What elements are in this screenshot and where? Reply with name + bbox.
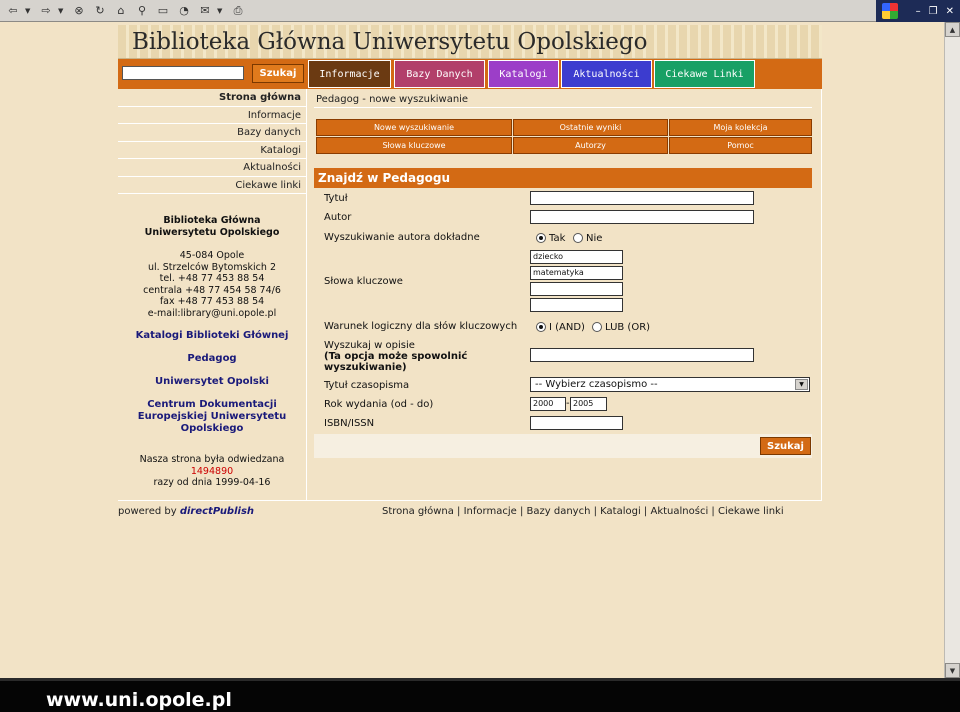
address-line2: ul. Strzelców Bytomskich 2	[148, 261, 276, 273]
autorzy-button[interactable]: Autorzy	[513, 137, 668, 154]
journal-selected: -- Wybierz czasopismo --	[535, 379, 658, 390]
address-line1: 45-084 Opole	[179, 250, 245, 261]
ostatnie-wyniki-button[interactable]: Ostatnie wyniki	[513, 119, 668, 136]
keywords-label: Słowa kluczowe	[324, 276, 403, 287]
keyword-field-2[interactable]: matematyka	[530, 266, 623, 280]
back-dropdown-icon[interactable]: ▼	[25, 6, 31, 15]
footer-links	[382, 506, 784, 517]
slowa-kluczowe-button[interactable]: Słowa kluczowe	[316, 137, 512, 154]
author-label: Autor	[324, 212, 352, 223]
journal-label: Tytuł czasopisma	[324, 380, 410, 391]
description-input[interactable]	[530, 348, 754, 362]
exact-author-label: Wyszukiwanie autora dokładne	[324, 232, 480, 243]
back-icon[interactable]: ⇦	[8, 4, 18, 17]
content-border	[821, 89, 822, 500]
site-title: Biblioteka Główna Uniwersytetu Opolskiego	[132, 29, 648, 55]
mail-icon[interactable]: ✉	[200, 4, 210, 17]
stop-icon[interactable]: ⊗	[74, 4, 84, 17]
exact-yes-label: Tak	[549, 233, 566, 244]
description-note: (Ta opcja może spowolnić wyszukiwanie)	[324, 351, 468, 373]
forward-dropdown-icon[interactable]: ▼	[58, 6, 64, 15]
print-icon[interactable]: ⎙	[233, 3, 243, 17]
logic-and-label: I (AND)	[549, 322, 585, 333]
keyword-field-1[interactable]: dziecko	[530, 250, 623, 264]
sidebar-item-katalogi[interactable]: Katalogi	[118, 142, 306, 160]
footer-link-bazy-danych[interactable]: Bazy danych	[526, 506, 591, 517]
keyword-field-4[interactable]	[530, 298, 623, 312]
phone-number: tel. +48 77 453 88 54	[159, 273, 265, 284]
windows-logo-icon	[882, 3, 898, 19]
brand-publish[interactable]: Publish	[212, 506, 255, 517]
sidebar-divider	[306, 89, 307, 500]
library-contact	[118, 215, 306, 319]
scroll-up-icon[interactable]: ▲	[945, 22, 960, 37]
footer-separator: |	[590, 506, 601, 517]
scroll-down-icon[interactable]: ▼	[945, 663, 960, 678]
browser-toolbar	[0, 0, 960, 22]
window-controls	[876, 0, 960, 22]
footer-separator: |	[708, 506, 718, 517]
powered-by	[118, 506, 254, 517]
visits-count: 1494890	[190, 465, 234, 477]
top-navbar	[118, 59, 822, 89]
refresh-icon[interactable]: ↻	[95, 4, 105, 17]
link-katalogi-biblioteki[interactable]: Katalogi Biblioteki Głównej	[135, 330, 289, 341]
tab-bazy-danych[interactable]: Bazy Danych	[394, 60, 485, 88]
sidebar-item-informacje[interactable]: Informacje	[118, 107, 306, 125]
keyword-field-3[interactable]	[530, 282, 623, 296]
author-input[interactable]	[530, 210, 754, 224]
tab-aktualnosci[interactable]: Aktualności	[561, 60, 652, 88]
form-title: Znajdź w Pedagogu	[314, 168, 812, 188]
tab-katalogi[interactable]: Katalogi	[488, 60, 559, 88]
powered-prefix: powered by	[118, 506, 177, 517]
nowe-wyszukiwanie-button[interactable]: Nowe wyszukiwanie	[316, 119, 512, 136]
content-bottom-border	[118, 500, 822, 501]
exact-yes-radio[interactable]	[536, 233, 546, 243]
central-number: centrala +48 77 454 58 74/6	[143, 284, 281, 296]
link-pedagog[interactable]: Pedagog	[187, 353, 237, 364]
year-dash: -	[566, 398, 570, 409]
home-icon[interactable]: ⌂	[117, 4, 125, 17]
footer-link-aktualnosci[interactable]: Aktualności	[650, 506, 709, 517]
url-banner-text: www.uni.opole.pl	[46, 689, 232, 711]
link-centrum-dokumentacji[interactable]: Centrum Dokumentacji Europejskiej Uniwersytetu Opolskiego	[137, 399, 287, 434]
link-uniwersytet-opolski[interactable]: Uniwersytet Opolski	[155, 376, 269, 387]
breadcrumb-divider	[314, 107, 812, 108]
year-to-input[interactable]: 2005	[570, 397, 607, 411]
search-button[interactable]: Szukaj	[252, 64, 304, 83]
form-footer	[314, 434, 812, 458]
footer-separator: |	[516, 506, 527, 517]
library-name: Biblioteka Główna Uniwersytetu Opolskiego	[144, 215, 280, 238]
logic-and-radio[interactable]	[536, 322, 546, 332]
restore-icon[interactable]: ❐	[928, 5, 938, 17]
folder-icon[interactable]: ▭	[157, 4, 169, 17]
history-icon[interactable]: ◔	[179, 4, 189, 17]
logic-or-radio[interactable]	[592, 322, 602, 332]
isbn-label: ISBN/ISSN	[324, 418, 375, 429]
footer-link-katalogi[interactable]: Katalogi	[600, 506, 641, 517]
chevron-down-icon[interactable]: ▼	[795, 379, 808, 390]
mail-dropdown-icon[interactable]: ▼	[217, 6, 223, 15]
journal-select[interactable]	[530, 377, 810, 392]
search-icon[interactable]: ⚲	[137, 4, 147, 17]
submit-search-button[interactable]: Szukaj	[760, 437, 811, 455]
search-input[interactable]	[122, 66, 244, 80]
brand-direct[interactable]: direct	[179, 506, 213, 517]
year-label: Rok wydania (od - do)	[324, 399, 434, 410]
footer-link-strona-glowna[interactable]: Strona główna	[382, 506, 454, 517]
visit-counter	[118, 454, 306, 489]
breadcrumb: Pedagog - nowe wyszukiwanie	[316, 94, 469, 105]
year-from-input[interactable]: 2000	[530, 397, 566, 411]
minimize-icon[interactable]: –	[915, 5, 921, 17]
url-banner	[0, 678, 960, 712]
vertical-scrollbar[interactable]	[944, 22, 960, 678]
tab-informacje[interactable]: Informacje	[308, 60, 391, 88]
tab-ciekawe-linki[interactable]: Ciekawe Linki	[654, 60, 755, 88]
sidebar-nav	[118, 89, 306, 194]
sidebar-item-strona-glowna[interactable]: Strona główna	[118, 89, 306, 107]
footer-link-informacje[interactable]: Informacje	[463, 506, 517, 517]
email-link[interactable]: e-mail:library@uni.opole.pl	[147, 307, 277, 319]
close-icon[interactable]: ✕	[945, 5, 954, 17]
sidebar-item-aktualnosci[interactable]: Aktualności	[118, 159, 306, 177]
exact-no-radio[interactable]	[573, 233, 583, 243]
fax-number: fax +48 77 453 88 54	[159, 296, 265, 307]
forward-icon[interactable]: ⇨	[41, 4, 51, 17]
logic-or-label: LUB (OR)	[605, 322, 651, 333]
footer-link-ciekawe-linki[interactable]: Ciekawe linki	[717, 506, 784, 517]
moja-kolekcja-button[interactable]: Moja kolekcja	[669, 119, 812, 136]
footer-separator: |	[640, 506, 651, 517]
visits-text: Nasza strona była odwiedzana	[139, 454, 285, 465]
title-input[interactable]	[530, 191, 754, 205]
logic-label: Warunek logiczny dla słów kluczowych	[324, 321, 518, 332]
footer-separator: |	[453, 506, 464, 517]
title-label: Tytuł	[324, 193, 348, 204]
description-label: Wyszukaj w opisie	[324, 340, 415, 351]
pomoc-button[interactable]: Pomoc	[669, 137, 812, 154]
exact-no-label: Nie	[586, 233, 603, 244]
isbn-input[interactable]	[530, 416, 623, 430]
visits-since: razy od dnia 1999-04-16	[153, 477, 271, 488]
sidebar-item-ciekawe-linki[interactable]: Ciekawe linki	[118, 177, 306, 195]
sidebar-item-bazy-danych[interactable]: Bazy danych	[118, 124, 306, 142]
site-banner	[118, 25, 822, 59]
